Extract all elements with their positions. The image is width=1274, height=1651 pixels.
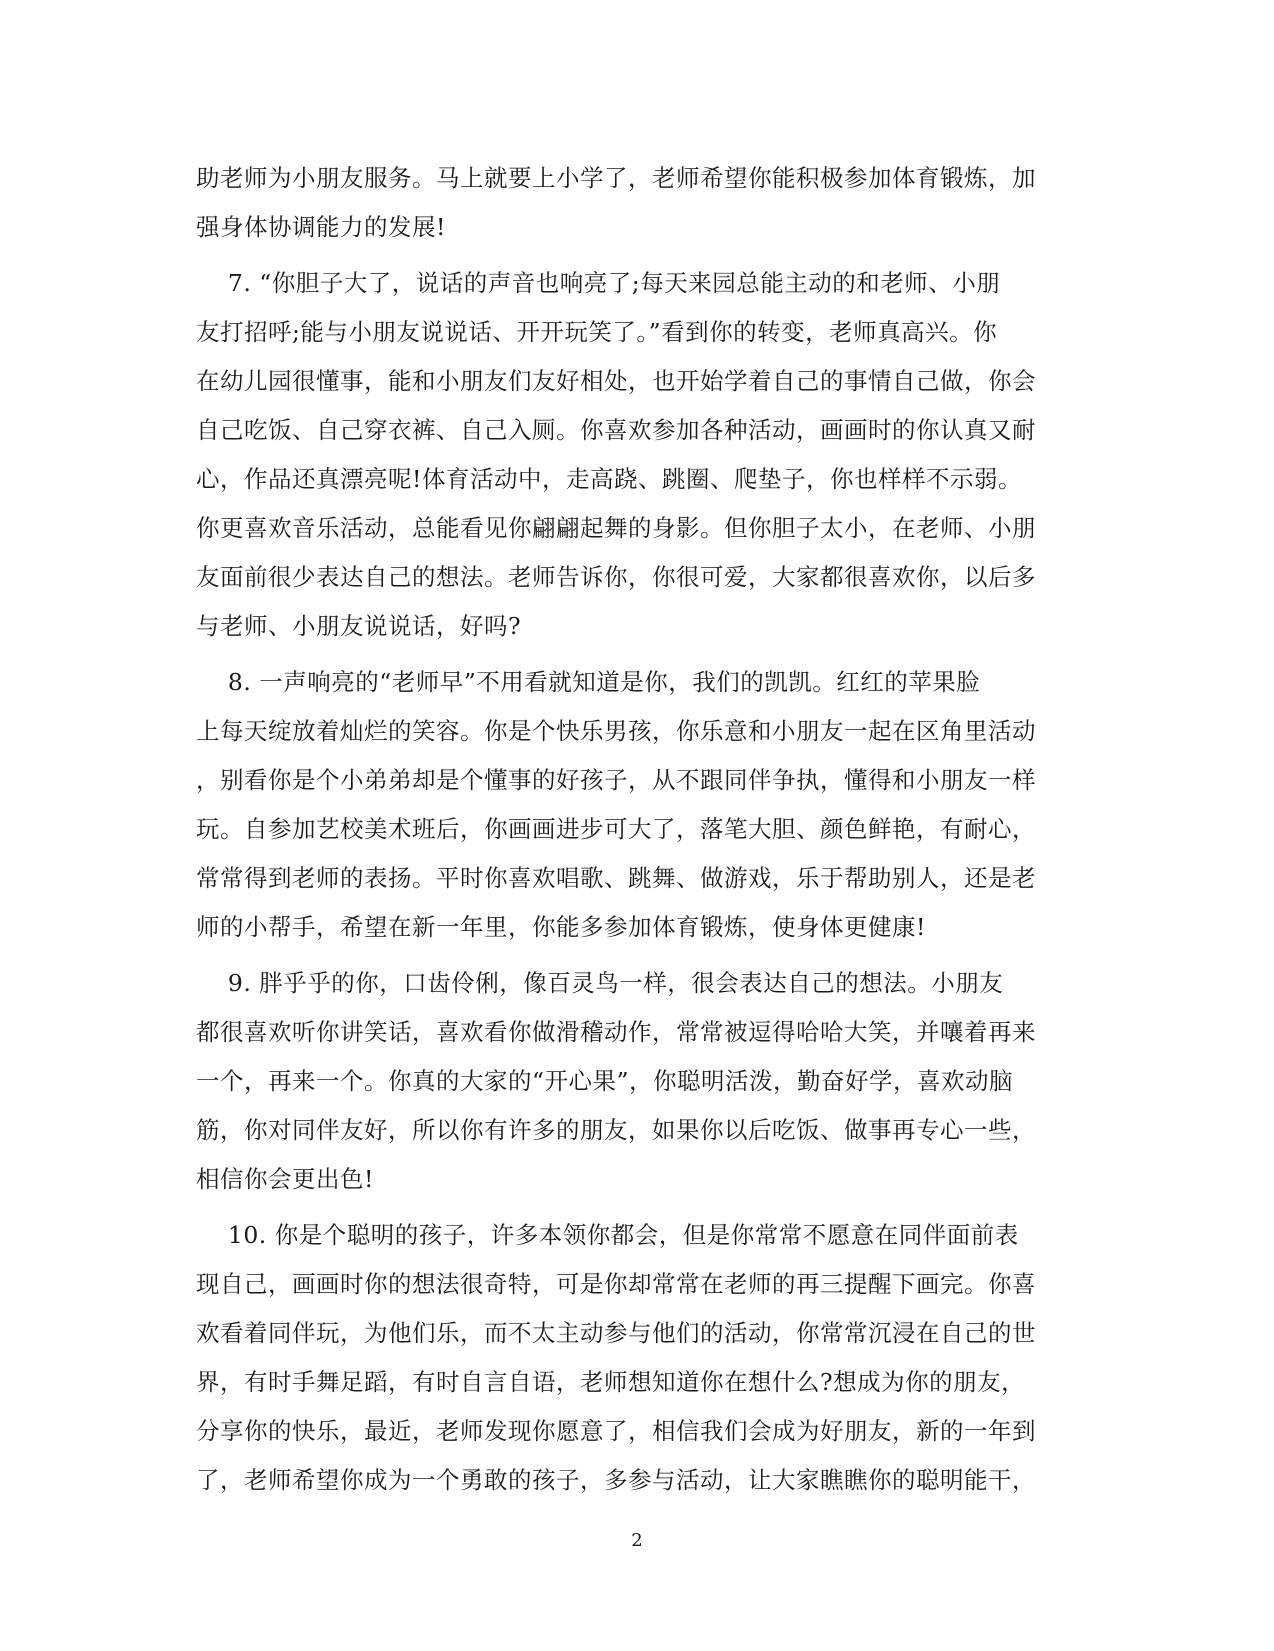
text-line: 10. 你是个聪明的孩子，许多本领你都会，但是你常常不愿意在同伴面前表: [196, 1221, 1019, 1249]
paragraph-spacer: [196, 1204, 1078, 1211]
text-line: 都很喜欢听你讲笑话，喜欢看你做滑稽动作，常常被逗得哈哈大笑，并嚷着再来: [196, 1018, 1036, 1046]
text-line: 一个，再来一个。你真的大家的“开心果”，你聪明活泼，勤奋好学，喜欢动脑: [196, 1067, 1014, 1095]
paragraph-spacer: [196, 651, 1078, 658]
text-line: 现自己，画画时你的想法很奇特，可是你却常常在老师的再三提醒下画完。你喜: [196, 1270, 1036, 1298]
paragraph-spacer: [196, 252, 1078, 259]
text-line: 常常得到老师的表扬。平时你喜欢唱歌、跳舞、做游戏，乐于帮助别人，还是老: [196, 864, 1036, 892]
text-line: 玩。自参加艺校美术班后，你画画进步可大了，落笔大胆、颜色鲜艳，有耐心，: [196, 815, 1036, 843]
text-line: 助老师为小朋友服务。马上就要上小学了，老师希望你能积极参加体育锻炼，加: [196, 164, 1036, 192]
text-line: 界，有时手舞足蹈，有时自言自语，老师想知道你在想什么?想成为你的朋友，: [196, 1368, 1026, 1396]
text-line: 心，作品还真漂亮呢!体育活动中，走高跷、跳圈、爬垫子，你也样样不示弱。: [196, 465, 1022, 493]
paragraph: [196, 1211, 1078, 1505]
text-line: 8. 一声响亮的“老师早”不用看就知道是你，我们的凯凯。红红的苹果脸: [196, 668, 981, 696]
text-line: 与老师、小朋友说说话，好吗?: [196, 612, 522, 640]
text-line: 强身体协调能力的发展!: [196, 213, 446, 241]
text-line: 9. 胖乎乎的你，口齿伶俐，像百灵鸟一样，很会表达自己的想法。小朋友: [196, 969, 1004, 997]
paragraph: [196, 154, 1078, 252]
text-line: 欢看着同伴玩，为他们乐，而不太主动参与他们的活动，你常常沉浸在自己的世: [196, 1319, 1036, 1347]
text-line: 友面前很少表达自己的想法。老师告诉你，你很可爱，大家都很喜欢你，以后多: [196, 563, 1036, 591]
text-line: 筋，你对同伴友好，所以你有许多的朋友，如果你以后吃饭、做事再专心一些，: [196, 1116, 1036, 1144]
text-line: 你更喜欢音乐活动，总能看见你翩翩起舞的身影。但你胆子太小，在老师、小朋: [196, 514, 1036, 542]
text-line: 在幼儿园很懂事，能和小朋友们友好相处，也开始学着自己的事情自己做，你会: [196, 367, 1036, 395]
text-line: 友打招呼;能与小朋友说说话、开开玩笑了。”看到你的转变，老师真高兴。你: [196, 318, 998, 346]
paragraph-spacer: [196, 952, 1078, 959]
text-line: 7. “你胆子大了，说话的声音也响亮了;每天来园总能主动的和老师、小朋: [196, 269, 1001, 297]
text-line: 相信你会更出色!: [196, 1165, 374, 1193]
text-line: 上每天绽放着灿烂的笑容。你是个快乐男孩，你乐意和小朋友一起在区角里活动: [196, 717, 1036, 745]
text-line: 师的小帮手，希望在新一年里，你能多参加体育锻炼，使身体更健康!: [196, 913, 926, 941]
page-number: 2: [631, 1530, 643, 1551]
text-line: 了，老师希望你成为一个勇敢的孩子，多参与活动，让大家瞧瞧你的聪明能干，: [196, 1466, 1036, 1494]
paragraph: [196, 959, 1078, 1204]
text-line: 自己吃饭、自己穿衣裤、自己入厕。你喜欢参加各种活动，画画时的你认真又耐: [196, 416, 1036, 444]
document-body: [196, 154, 1078, 1505]
paragraph: [196, 259, 1078, 651]
text-line: ，别看你是个小弟弟却是个懂事的好孩子，从不跟同伴争执，懂得和小朋友一样: [196, 766, 1036, 794]
paragraph: [196, 658, 1078, 952]
text-line: 分享你的快乐，最近，老师发现你愿意了，相信我们会成为好朋友，新的一年到: [196, 1417, 1036, 1445]
